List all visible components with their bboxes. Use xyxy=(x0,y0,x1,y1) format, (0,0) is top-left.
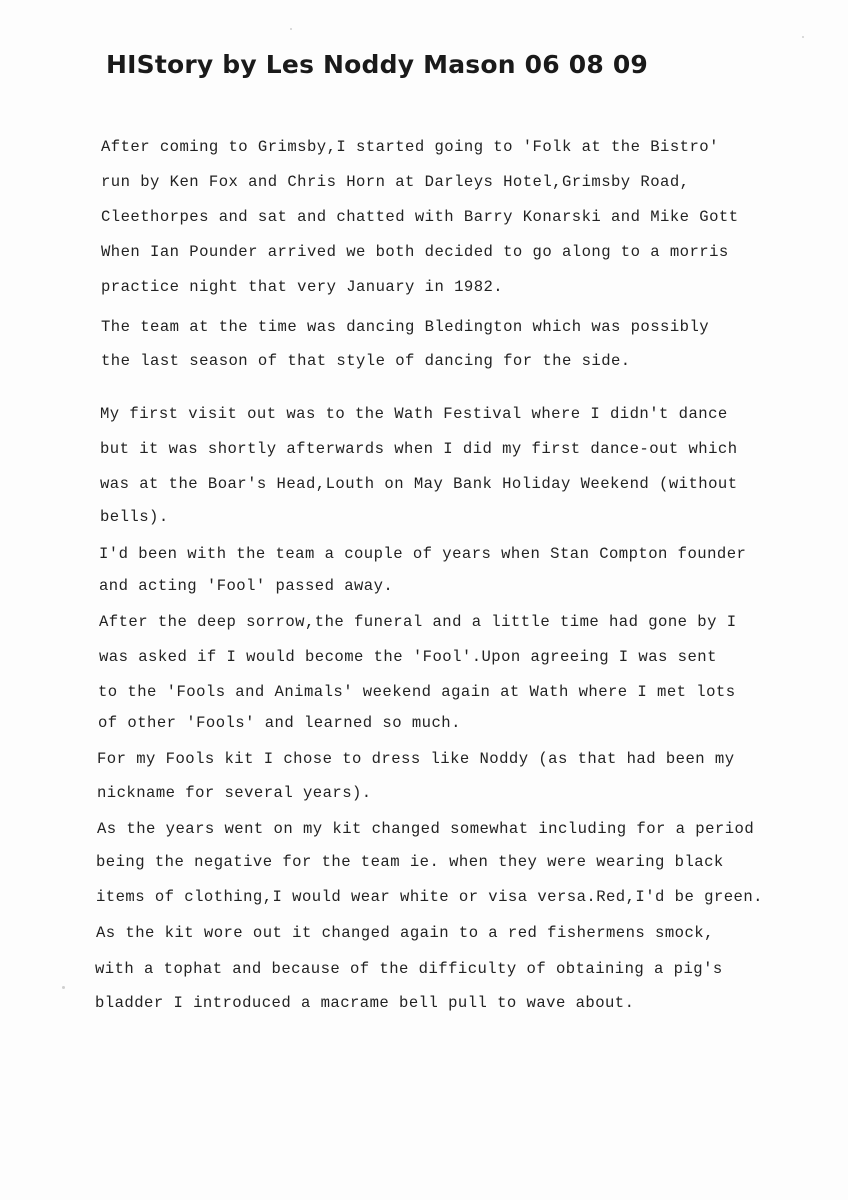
text-line: with a tophat and because of the difficulty of obtaining a pig's xyxy=(95,960,723,978)
text-line: run by Ken Fox and Chris Horn at Darleys Hotel,Grimsby Road, xyxy=(101,173,690,191)
scan-speck xyxy=(802,36,804,38)
text-line: As the years went on my kit changed somewhat including for a period xyxy=(97,820,755,838)
text-line: After the deep sorrow,the funeral and a little time had gone by I xyxy=(99,613,737,631)
text-line: items of clothing,I would wear white or visa versa.Red,I'd be green. xyxy=(96,888,763,906)
text-line: bells). xyxy=(100,508,169,526)
text-line: but it was shortly afterwards when I did my first dance-out which xyxy=(100,440,738,458)
text-line: When Ian Pounder arrived we both decided to go along to a morris xyxy=(101,243,729,261)
text-line: to the 'Fools and Animals' weekend again at Wath where I met lots xyxy=(98,683,736,701)
text-line: bladder I introduced a macrame bell pull to wave about. xyxy=(95,994,635,1012)
scan-speck xyxy=(62,986,65,989)
text-line: nickname for several years). xyxy=(97,784,372,802)
text-line: After coming to Grimsby,I started going to 'Folk at the Bistro' xyxy=(101,138,719,156)
text-line: Cleethorpes and sat and chatted with Barry Konarski and Mike Gott xyxy=(101,208,739,226)
text-line: of other 'Fools' and learned so much. xyxy=(98,714,461,732)
text-line: being the negative for the team ie. when they were wearing black xyxy=(96,853,724,871)
text-line: was asked if I would become the 'Fool'.Upon agreeing I was sent xyxy=(99,648,717,666)
text-line: My first visit out was to the Wath Festival where I didn't dance xyxy=(100,405,728,423)
text-line: was at the Boar's Head,Louth on May Bank Holiday Weekend (without xyxy=(100,475,738,493)
text-line: and acting 'Fool' passed away. xyxy=(99,577,394,595)
text-line: I'd been with the team a couple of years when Stan Compton founder xyxy=(99,545,747,563)
text-line: The team at the time was dancing Bledington which was possibly xyxy=(101,318,710,336)
scan-speck xyxy=(290,28,292,30)
text-line: practice night that very January in 1982. xyxy=(101,278,504,296)
text-line: the last season of that style of dancing for the side. xyxy=(101,352,631,370)
document-title: HIStory by Les Noddy Mason 06 08 09 xyxy=(106,50,649,79)
text-line: For my Fools kit I chose to dress like Noddy (as that had been my xyxy=(97,750,735,768)
text-line: As the kit wore out it changed again to a red fishermens smock, xyxy=(96,924,714,942)
